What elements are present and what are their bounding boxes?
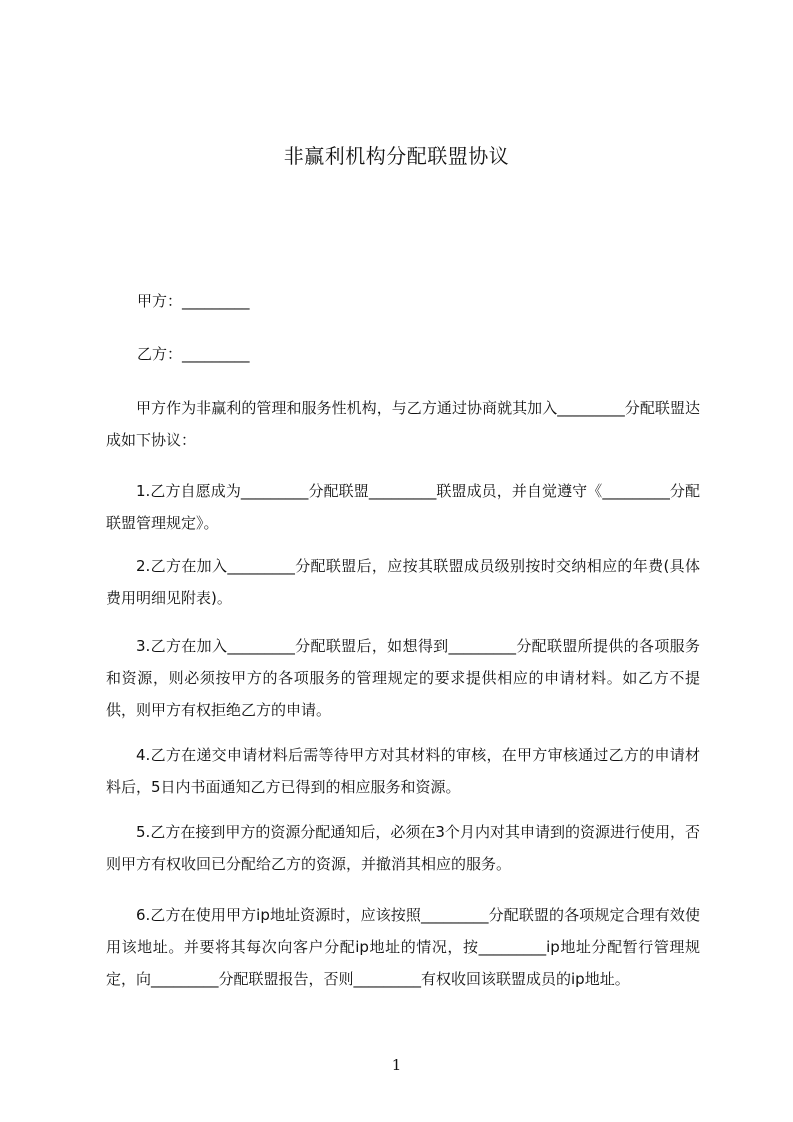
clause-1: 1.乙方自愿成为_________分配联盟_________联盟成员，并自觉遵守《_________分配联盟管理规定》。 [106, 482, 700, 532]
clause-4: 4.乙方在递交申请材料后需等待甲方对其材料的审核，在甲方审核通过乙方的申请材料后，5日内书面通知乙方已得到的相应服务和资源。 [106, 746, 700, 796]
document-title: 非赢利机构分配联盟协议 [283, 144, 510, 168]
clause-6: 6.乙方在使用甲方ip地址资源时，应该按照_________分配联盟的各项规定合理有效使用该地址。并要将其每次向客户分配ip地址的情况，按_________ip地址分配暂行管理规定，向_________分配联盟报告，否则_________有权收回该联盟成员的ip地址。 [106, 906, 700, 988]
page-number: 1 [391, 1056, 402, 1074]
clause-2: 2.乙方在加入_________分配联盟后，应按其联盟成员级别按时交纳相应的年费(具体费用明细见附表)。 [106, 557, 700, 607]
party-a-line: 甲方：_________ [137, 292, 250, 310]
clause-5: 5.乙方在接到甲方的资源分配通知后，必须在3个月内对其申请到的资源进行使用，否则甲方有权收回已分配给乙方的资源，并撤消其相应的服务。 [106, 823, 700, 873]
intro-paragraph: 甲方作为非赢利的管理和服务性机构，与乙方通过协商就其加入_________分配联盟达成如下协议： [106, 399, 700, 449]
party-b-line: 乙方：_________ [137, 345, 250, 363]
clause-3: 3.乙方在加入_________分配联盟后，如想得到_________分配联盟所提供的各项服务和资源，则必须按甲方的各项服务的管理规定的要求提供相应的申请材料。如乙方不提供，则甲方有权拒绝乙方的申请。 [106, 637, 700, 719]
